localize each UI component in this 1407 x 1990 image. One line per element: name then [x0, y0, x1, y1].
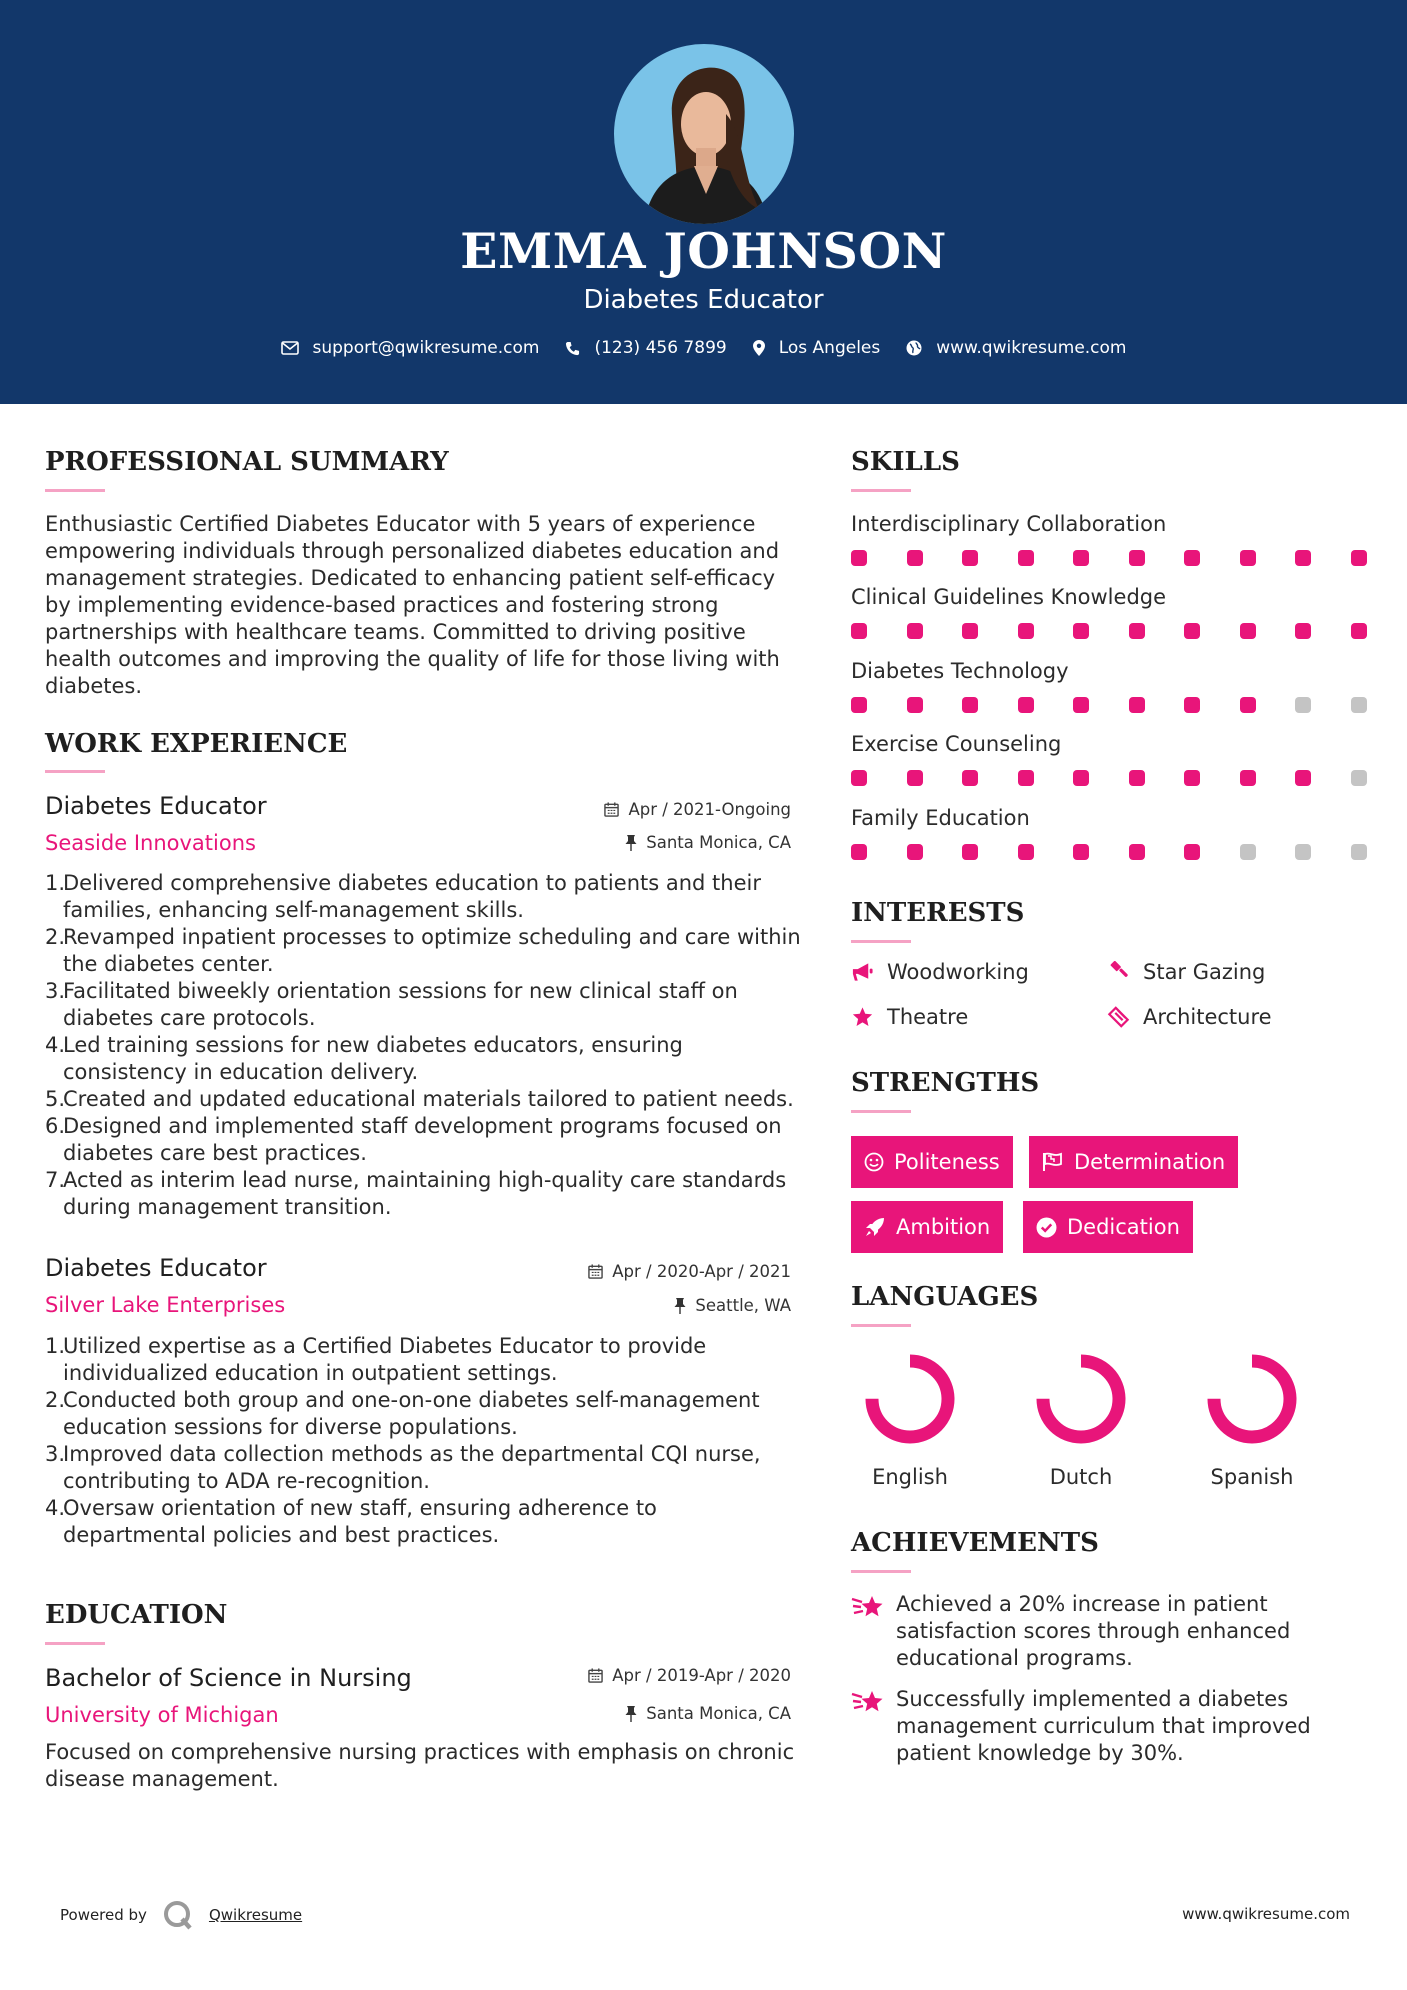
interest-item	[1107, 960, 1265, 984]
job-bullet	[45, 1113, 805, 1167]
gavel-icon	[1107, 961, 1130, 983]
skill-dot-filled	[1240, 770, 1256, 786]
education-heading: EDUCATION	[45, 1600, 228, 1630]
achievement-item	[851, 1591, 1351, 1673]
bullet-text: Led training sessions for new diabetes educators, ensuring consistency in education delivery.	[63, 1033, 683, 1084]
skill-dot-filled	[1240, 623, 1256, 639]
skill-dot-filled	[1351, 623, 1367, 639]
education-dates-text: Apr / 2019-Apr / 2020	[612, 1666, 791, 1685]
skill-dot-filled	[1129, 550, 1145, 566]
skill-dot-filled	[962, 770, 978, 786]
achievement-item	[851, 1686, 1351, 1768]
ticket-icon	[1107, 1006, 1130, 1028]
interest-label: Theatre	[887, 1005, 969, 1029]
language-item	[850, 1351, 970, 1489]
footer-powered-by	[60, 1898, 302, 1932]
brand-link[interactable]: Qwikresume	[208, 1906, 303, 1924]
job-bullet	[45, 1167, 805, 1221]
skill-dot-filled	[1295, 770, 1311, 786]
skill-dot-filled	[907, 623, 923, 639]
bullet-text: Improved data collection methods as the departmental CQI nurse, contributing to ADA re-recognition.	[63, 1442, 761, 1493]
strengths-heading: STRENGTHS	[851, 1068, 1040, 1098]
phone-icon	[565, 341, 580, 356]
contact-email-text: support@qwikresume.com	[312, 338, 540, 358]
skill-dot-filled	[962, 623, 978, 639]
skill-dot-filled	[1129, 844, 1145, 860]
bullet-text: Revamped inpatient processes to optimize scheduling and care within the diabetes center.	[63, 925, 801, 976]
job-1-company: Seaside Innovations	[45, 831, 256, 855]
job-2-company: Silver Lake Enterprises	[45, 1293, 286, 1317]
skill-name: Family Education	[851, 806, 1030, 830]
powered-by-text: Powered by	[60, 1906, 147, 1924]
interests-heading: INTERESTS	[851, 898, 1025, 928]
job-bullet	[45, 1032, 805, 1086]
bullet-number: 1.	[45, 871, 66, 895]
achievement-text: Achieved a 20% increase in patient satisfaction scores through enhanced educational programs.	[896, 1592, 1291, 1670]
skill-dot-filled	[1073, 697, 1089, 713]
bullet-number: 4.	[45, 1496, 66, 1520]
skill-dot-filled	[1184, 844, 1200, 860]
calendar-icon	[604, 802, 619, 817]
skill-dot-filled	[962, 844, 978, 860]
envelope-icon	[281, 341, 299, 355]
skill-name: Interdisciplinary Collaboration	[851, 512, 1167, 536]
flag-icon	[1042, 1152, 1064, 1172]
skill-dot-empty	[1240, 844, 1256, 860]
skill-dot-filled	[1184, 770, 1200, 786]
skill-dot-filled	[851, 770, 867, 786]
bullet-text: Designed and implemented staff development programs focused on diabetes care best practices.	[63, 1114, 782, 1165]
achievement-text: Successfully implemented a diabetes management curriculum that improved patient knowledge by 30%.	[896, 1687, 1311, 1765]
bullet-number: 2.	[45, 1388, 66, 1412]
rocket-icon	[864, 1216, 886, 1238]
bullet-text: Conducted both group and one-on-one diabetes self-management education sessions for diverse populations.	[63, 1388, 760, 1439]
job-bullet	[45, 1441, 805, 1495]
skill-dot-filled	[1351, 550, 1367, 566]
skills-underline	[851, 489, 911, 492]
job-bullet	[45, 1086, 805, 1113]
strength-label: Dedication	[1067, 1215, 1180, 1239]
achievements-heading: ACHIEVEMENTS	[851, 1528, 1099, 1558]
contact-location	[753, 338, 881, 358]
bullet-text: Delivered comprehensive diabetes education to patients and their families, enhancing self-management skills.	[63, 871, 761, 922]
language-label: English	[872, 1465, 948, 1489]
footer-website[interactable]: www.qwikresume.com	[1182, 1905, 1350, 1923]
language-item	[1021, 1351, 1141, 1489]
education-location-text: Santa Monica, CA	[646, 1704, 791, 1723]
bullhorn-icon	[851, 962, 874, 982]
bullet-text: Acted as interim lead nurse, maintaining high-quality care standards during management transition.	[63, 1168, 787, 1219]
summary-text: Enthusiastic Certified Diabetes Educator with 5 years of experience empowering individuals through personalized diabetes education and management strategies. Dedicated to enhancing patient self-efficacy by implementing evidence-based practices and fostering strong partnerships with healthcare teams. Committed to driving positive health outcomes and improving the quality of life for those living with diabetes.	[45, 512, 780, 698]
language-item	[1192, 1351, 1312, 1489]
skill-dot-filled	[907, 550, 923, 566]
skill-dot-filled	[1018, 844, 1034, 860]
skill-dot-filled	[907, 770, 923, 786]
skill-dot-filled	[907, 697, 923, 713]
skill-dot-filled	[1073, 623, 1089, 639]
bullet-text: Oversaw orientation of new staff, ensuring adherence to departmental policies and best practices.	[63, 1496, 657, 1547]
job-bullet	[45, 1495, 805, 1549]
skill-dot-filled	[1073, 550, 1089, 566]
strengths-underline	[851, 1110, 911, 1113]
strength-tag	[1029, 1136, 1238, 1188]
skill-dot-filled	[1129, 623, 1145, 639]
interest-item	[1107, 1005, 1272, 1029]
skill-dot-empty	[1351, 697, 1367, 713]
language-ring	[1021, 1351, 1141, 1451]
pushpin-icon	[625, 1706, 637, 1722]
pushpin-icon	[625, 835, 637, 851]
skill-dot-filled	[1184, 697, 1200, 713]
skill-rating	[851, 550, 1367, 566]
languages-underline	[851, 1324, 911, 1327]
education-degree: Bachelor of Science in Nursing	[45, 1664, 412, 1692]
interests-underline	[851, 940, 911, 943]
work-underline	[45, 770, 105, 773]
interest-item	[851, 960, 1029, 984]
shooting-star-icon	[851, 1593, 885, 1621]
skill-dot-filled	[1129, 697, 1145, 713]
interest-label: Architecture	[1143, 1005, 1272, 1029]
pushpin-icon	[674, 1298, 686, 1314]
candidate-name: EMMA JOHNSON	[460, 222, 947, 280]
skill-dot-filled	[851, 550, 867, 566]
bullet-number: 3.	[45, 1442, 66, 1466]
job-2-dates-text: Apr / 2020-Apr / 2021	[612, 1262, 791, 1281]
skill-rating	[851, 844, 1367, 860]
skill-name: Diabetes Technology	[851, 659, 1069, 683]
skill-name: Exercise Counseling	[851, 732, 1062, 756]
job-1-title: Diabetes Educator	[45, 792, 267, 820]
bullet-number: 6.	[45, 1114, 66, 1138]
interest-label: Woodworking	[887, 960, 1029, 984]
skill-dot-filled	[962, 550, 978, 566]
bullet-number: 5.	[45, 1087, 66, 1111]
work-heading: WORK EXPERIENCE	[45, 729, 348, 759]
skill-dot-filled	[1184, 623, 1200, 639]
skill-dot-filled	[851, 697, 867, 713]
skill-dot-filled	[1073, 844, 1089, 860]
education-school: University of Michigan	[45, 1703, 279, 1727]
contact-email[interactable]	[281, 338, 540, 358]
skills-heading: SKILLS	[851, 447, 960, 477]
summary-heading: PROFESSIONAL SUMMARY	[45, 447, 449, 477]
check-circle-icon	[1036, 1217, 1057, 1238]
education-description: Focused on comprehensive nursing practices with emphasis on chronic disease management.	[45, 1740, 795, 1791]
bullet-text: Facilitated biweekly orientation sessions for new clinical staff on diabetes care protocols.	[63, 979, 738, 1030]
skill-dot-empty	[1295, 697, 1311, 713]
job-bullet	[45, 870, 805, 924]
language-ring	[850, 1351, 970, 1451]
education-underline	[45, 1642, 105, 1645]
contact-phone-text: (123) 456 7899	[594, 338, 727, 358]
strength-label: Politeness	[894, 1150, 1000, 1174]
smile-icon	[864, 1152, 884, 1172]
skill-dot-filled	[1295, 623, 1311, 639]
calendar-icon	[588, 1264, 603, 1279]
skill-dot-filled	[962, 697, 978, 713]
bullet-text: Created and updated educational materials tailored to patient needs.	[63, 1087, 794, 1111]
skill-dot-empty	[1351, 770, 1367, 786]
bullet-number: 4.	[45, 1033, 66, 1057]
skill-dot-filled	[851, 844, 867, 860]
shooting-star-icon	[851, 1688, 885, 1716]
interest-item	[851, 1005, 968, 1029]
job-bullet	[45, 1333, 805, 1387]
skill-rating	[851, 770, 1367, 786]
language-label: Dutch	[1049, 1465, 1113, 1489]
languages-heading: LANGUAGES	[851, 1282, 1039, 1312]
education-location	[625, 1704, 791, 1723]
qwikresume-logo-icon	[161, 1898, 195, 1932]
skill-dot-filled	[1018, 623, 1034, 639]
profile-photo	[614, 44, 794, 224]
language-label: Spanish	[1210, 1465, 1294, 1489]
education-dates	[588, 1666, 791, 1685]
summary-underline	[45, 489, 105, 492]
job-bullet	[45, 1387, 805, 1441]
contact-location-text: Los Angeles	[778, 338, 881, 358]
skill-dot-filled	[1018, 770, 1034, 786]
skill-dot-filled	[1295, 550, 1311, 566]
skill-dot-filled	[1129, 770, 1145, 786]
skill-dot-filled	[1240, 550, 1256, 566]
skill-dot-filled	[1184, 550, 1200, 566]
strength-tag	[1023, 1201, 1193, 1253]
contact-phone[interactable]	[565, 338, 726, 358]
resume-header	[0, 0, 1407, 404]
calendar-icon	[588, 1668, 603, 1683]
bullet-text: Utilized expertise as a Certified Diabetes Educator to provide individualized education in outpatient settings.	[63, 1334, 707, 1385]
job-bullet	[45, 978, 805, 1032]
job-1-bullets	[45, 870, 805, 1221]
job-2-location-text: Seattle, WA	[695, 1296, 791, 1315]
skill-rating	[851, 623, 1367, 639]
achievements-underline	[851, 1570, 911, 1573]
strength-label: Ambition	[896, 1215, 991, 1239]
skill-dot-filled	[907, 844, 923, 860]
job-2-location	[674, 1296, 791, 1315]
bullet-number: 2.	[45, 925, 66, 949]
skill-dot-filled	[851, 623, 867, 639]
candidate-role: Diabetes Educator	[583, 285, 824, 315]
strength-tag	[851, 1201, 1003, 1253]
skill-dot-empty	[1295, 844, 1311, 860]
interest-label: Star Gazing	[1143, 960, 1266, 984]
skill-name: Clinical Guidelines Knowledge	[851, 585, 1167, 609]
job-1-dates	[604, 800, 791, 819]
job-2-dates	[588, 1262, 791, 1281]
job-2-bullets	[45, 1333, 805, 1549]
person-silhouette-icon	[614, 44, 794, 224]
job-1-dates-text: Apr / 2021-Ongoing	[628, 800, 791, 819]
contact-website[interactable]	[906, 338, 1126, 358]
job-2-title: Diabetes Educator	[45, 1254, 267, 1282]
globe-icon	[906, 340, 922, 356]
bullet-number: 7.	[45, 1168, 66, 1192]
skill-dot-filled	[1240, 697, 1256, 713]
bullet-number: 3.	[45, 979, 66, 1003]
job-1-location-text: Santa Monica, CA	[646, 833, 791, 852]
skill-dot-filled	[1018, 697, 1034, 713]
language-ring	[1192, 1351, 1312, 1451]
job-1-location	[625, 833, 791, 852]
skill-dot-empty	[1351, 844, 1367, 860]
bullet-number: 1.	[45, 1334, 66, 1358]
contact-bar	[0, 338, 1407, 358]
star-icon	[851, 1006, 874, 1028]
job-bullet	[45, 924, 805, 978]
contact-website-text: www.qwikresume.com	[936, 338, 1127, 358]
skill-dot-filled	[1073, 770, 1089, 786]
strength-label: Determination	[1074, 1150, 1226, 1174]
map-pin-icon	[753, 340, 765, 356]
skill-dot-filled	[1018, 550, 1034, 566]
skill-rating	[851, 697, 1367, 713]
strength-tag	[851, 1136, 1013, 1188]
